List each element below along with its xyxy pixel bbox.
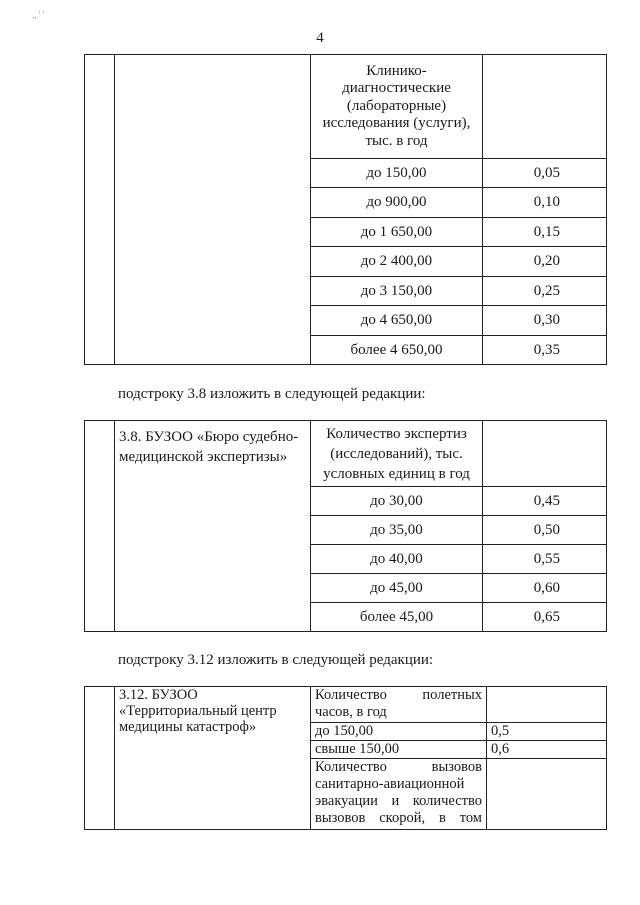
header-line: Количество экспертиз [326,425,467,442]
value-cell: 0,55 [483,545,607,574]
header-line: тыс. в год [365,132,428,149]
range-cell: до 3 150,00 [311,277,483,306]
range-cell: до 900,00 [311,188,483,218]
value-cell: 0,30 [483,306,607,336]
value-cell: 0,20 [483,247,607,277]
calls-header [311,759,487,830]
org-line: 3.8. БУЗОО «Бюро судебно- [119,429,299,445]
table-disaster-center [84,686,607,830]
value-cell: 0,6 [487,741,607,759]
range-cell: до 35,00 [311,516,483,545]
lab-services-header [311,55,483,159]
value-cell: 0,15 [483,218,607,247]
range-cell: до 45,00 [311,574,483,603]
range-cell: до 40,00 [311,545,483,574]
header-line: эвакуации и количество [315,793,482,809]
empty-cell [487,759,607,830]
header-line: часов, в год [315,704,387,720]
header-line: исследования (услуги), [322,115,471,132]
range-cell: более 45,00 [311,603,483,632]
empty-cell [85,55,115,365]
value-cell: 0,05 [483,159,607,188]
header-line: Количество полетных [315,687,482,703]
header-line: вызовов скорой, в том [315,810,482,826]
range-cell: до 4 650,00 [311,306,483,336]
org-line: медицинской экспертизы» [119,449,288,465]
instruction-paragraph: подстроку 3.12 изложить в следующей редакции: [118,652,434,668]
range-cell: до 150,00 [311,723,487,741]
empty-cell [483,55,607,159]
range-cell: до 150,00 [311,159,483,188]
org-line: 3.12. БУЗОО [119,687,198,703]
header-line: диагностические [342,80,451,97]
value-cell: 0,10 [483,188,607,218]
range-cell: более 4 650,00 [311,336,483,365]
empty-cell [85,421,115,632]
org-name-cell [115,421,311,632]
header-line: (лабораторные) [346,97,447,114]
header-line: Клинико- [366,62,427,79]
table-forensic-bureau [84,420,607,632]
org-line: «Территориальный центр [119,703,277,719]
header-line: санитарно-авиационной [315,776,465,792]
header-line: Количество вызовов [315,759,482,775]
value-cell: 0,35 [483,336,607,365]
value-cell: 0,25 [483,277,607,306]
table-row [85,687,607,723]
empty-cell [85,687,115,830]
forensic-header [311,421,483,487]
page-number: 4 [316,30,324,46]
flight-hours-header [311,687,487,723]
header-line: условных единиц в год [323,465,470,482]
table-lab-services [84,54,607,365]
value-cell: 0,60 [483,574,607,603]
value-cell: 0,45 [483,487,607,516]
range-cell: до 30,00 [311,487,483,516]
org-line: медицины катастроф» [119,719,257,735]
table-row [85,421,607,487]
range-cell: свыше 150,00 [311,741,487,759]
range-cell: до 1 650,00 [311,218,483,247]
range-cell: до 2 400,00 [311,247,483,277]
empty-cell [483,421,607,487]
value-cell: 0,50 [483,516,607,545]
instruction-paragraph: подстроку 3.8 изложить в следующей редакции: [118,386,426,402]
value-cell: 0,65 [483,603,607,632]
table-row [85,55,607,159]
empty-cell [487,687,607,723]
empty-cell [115,55,311,365]
scan-mark: ., ' ' [32,10,45,20]
header-line: (исследований), тыс. [330,445,463,462]
org-name-cell [115,687,311,830]
value-cell: 0,5 [487,723,607,741]
